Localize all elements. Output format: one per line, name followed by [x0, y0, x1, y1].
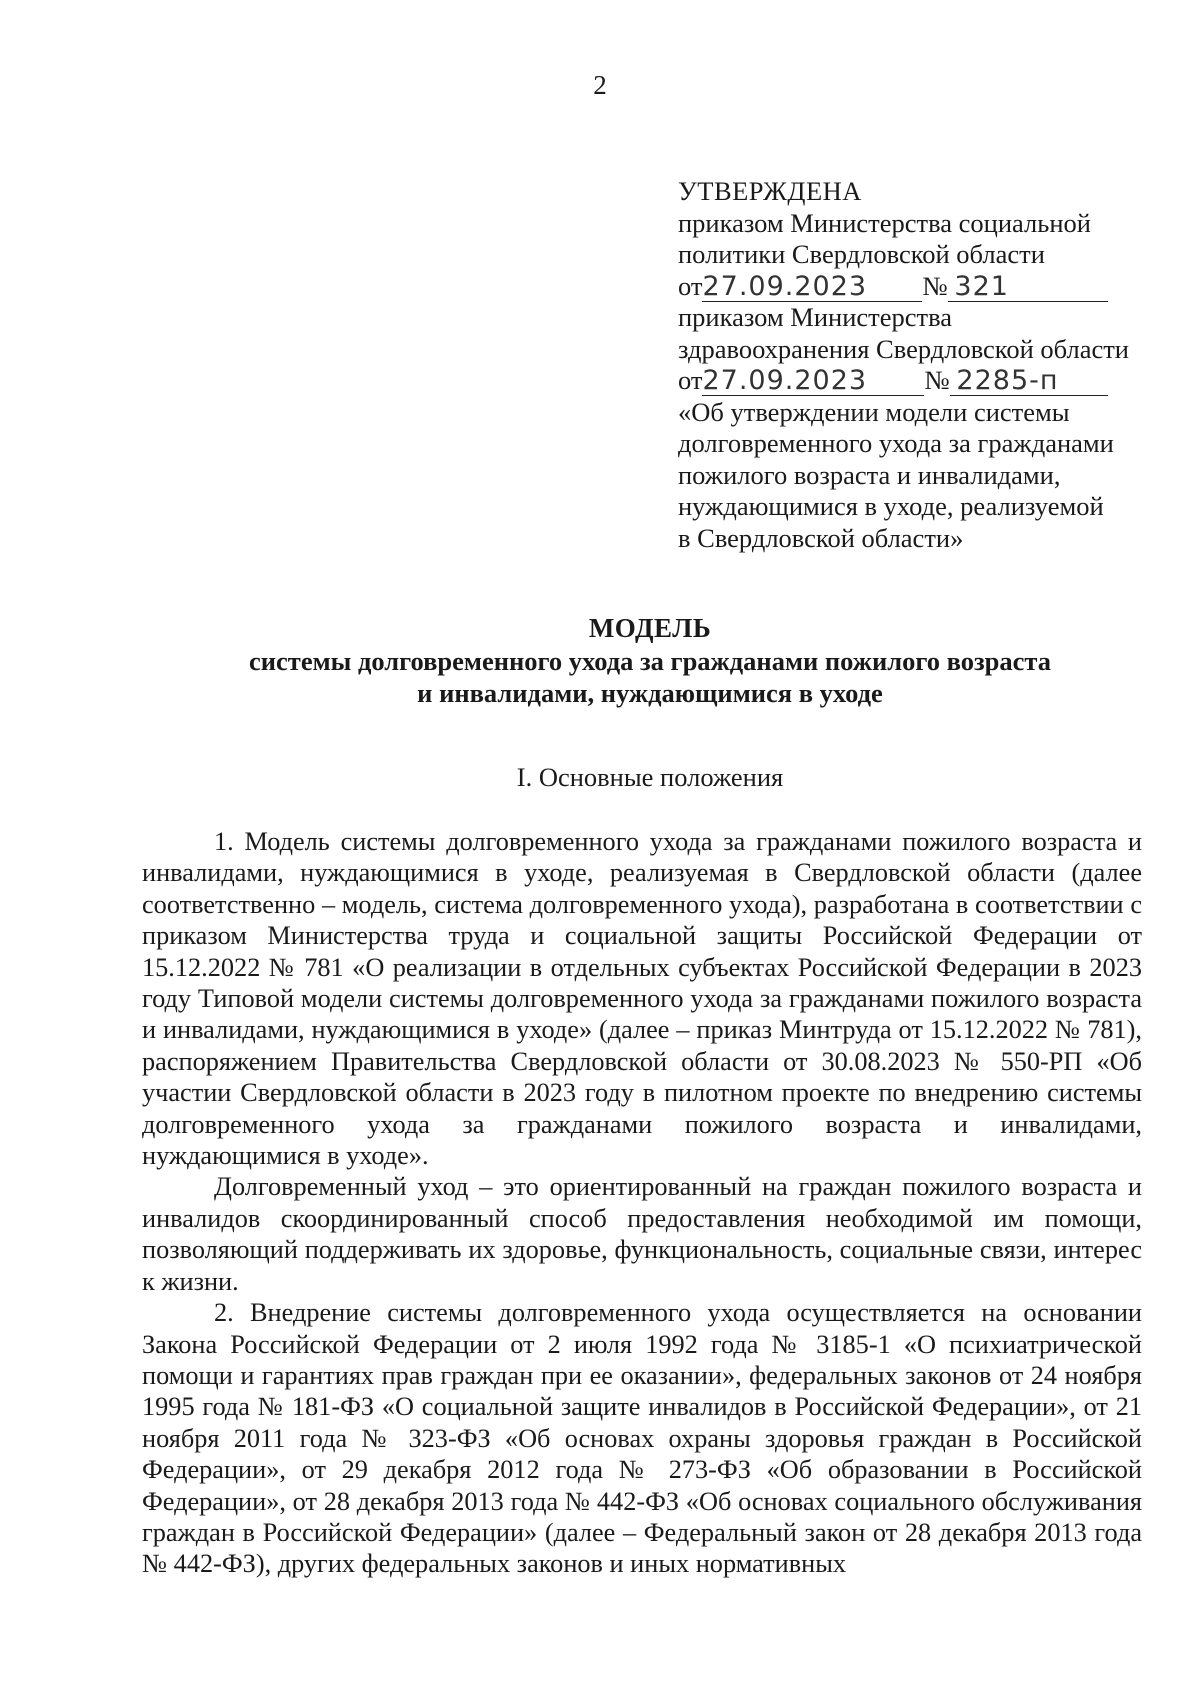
- order2-date: 27.09.2023: [702, 365, 868, 396]
- subject-line: долговременного ухода за гражданами: [678, 428, 1114, 458]
- paragraph: 1. Модель системы долговременного ухода за гражданами пожилого возраста и инвалидами, нуждающимися в уходе, реализуемая в Свердловской области (далее соответственно – модель, система долговременного ухода), разработана в соответствии с приказом Министерства труда и социальной защиты Российской Федерации от 15.12.2022 № 781 «О реализации в отдельных субъектах Российской Федерации в 2023 году Типовой модели системы долговременного ухода за гражданами пожилого возраста и инвалидами, нуждающимися в уходе» (далее – приказ Минтруда от 15.12.2022 № 781), распоряжением Правительства Свердловской области от 30.08.2023 № 550-РП «Об участии Свердловской области в 2023 году в пилотном проекте по внедрению системы долговременного ухода за гражданами пожилого возраста и инвалидами, нуждающимися в уходе».: [142, 827, 1142, 1171]
- order2-line1: приказом Министерства: [678, 302, 953, 332]
- subject-line: «Об утверждении модели системы: [678, 396, 1070, 427]
- order2-number-prefix: №: [924, 365, 950, 395]
- subject-line: пожилого возраста и инвалидами,: [678, 459, 1061, 490]
- order1-date: 27.09.2023: [702, 270, 868, 302]
- order1-date-prefix: от: [678, 270, 703, 301]
- approved-label: УТВЕРЖДЕНА: [678, 176, 862, 206]
- document-title: [140, 612, 1160, 709]
- subject-line: в Свердловской области»: [678, 522, 964, 553]
- paragraph: Долговременный уход – это ориентированный на граждан пожилого возраста и инвалидов скоординированный способ предоставления необходимой им помощи, позволяющий поддерживать их здоровье, функциональность, социальные связи, интерес к жизни.: [142, 1172, 1142, 1296]
- title-line1: системы долговременного ухода за гражданами пожилого возраста: [249, 646, 1051, 676]
- order1-line1: приказом Министерства социальной: [678, 207, 1091, 238]
- order2-number: 2285-п: [956, 365, 1059, 396]
- section-heading: I. Основные положения: [516, 762, 784, 792]
- order1-date-line: [678, 271, 1178, 303]
- paragraph: 2. Внедрение системы долговременного ухода осуществляется на основании Закона Российской Федерации от 2 июля 1992 года № 3185-1 «О психиатрической помощи и гарантиях прав граждан при ее оказании», федеральных законов от 24 ноября 1995 года № 181-ФЗ «О социальной защите инвалидов в Российской Федерации», от 21 ноября 2011 года № 323-ФЗ «Об основах охраны здоровья граждан в Российской Федерации», от 29 декабря 2012 года № 273-ФЗ «Об образовании в Российской Федерации», от 28 декабря 2013 года № 442-ФЗ «Об основах социального обслуживания граждан в Российской Федерации» (далее – Федеральный закон от 28 декабря 2013 года № 442-ФЗ), других федеральных законов и иных нормативных: [142, 1298, 1142, 1579]
- subject-line: нуждающимися в уходе, реализуемой: [678, 491, 1104, 521]
- body-text: [142, 826, 1142, 1580]
- approval-block: [678, 176, 1178, 554]
- title-line2: и инвалидами, нуждающимися в уходе: [417, 678, 883, 708]
- order1-number-prefix: №: [922, 270, 948, 301]
- title-main: МОДЕЛЬ: [588, 613, 712, 643]
- order2-line2: здравоохранения Свердловской области: [678, 333, 1129, 364]
- order1-number: 321: [954, 270, 1009, 302]
- page-number: 2: [593, 70, 607, 100]
- order2-date-line: [678, 365, 1178, 397]
- order2-date-prefix: от: [678, 365, 703, 395]
- order1-line2: политики Свердловской области: [678, 239, 1045, 269]
